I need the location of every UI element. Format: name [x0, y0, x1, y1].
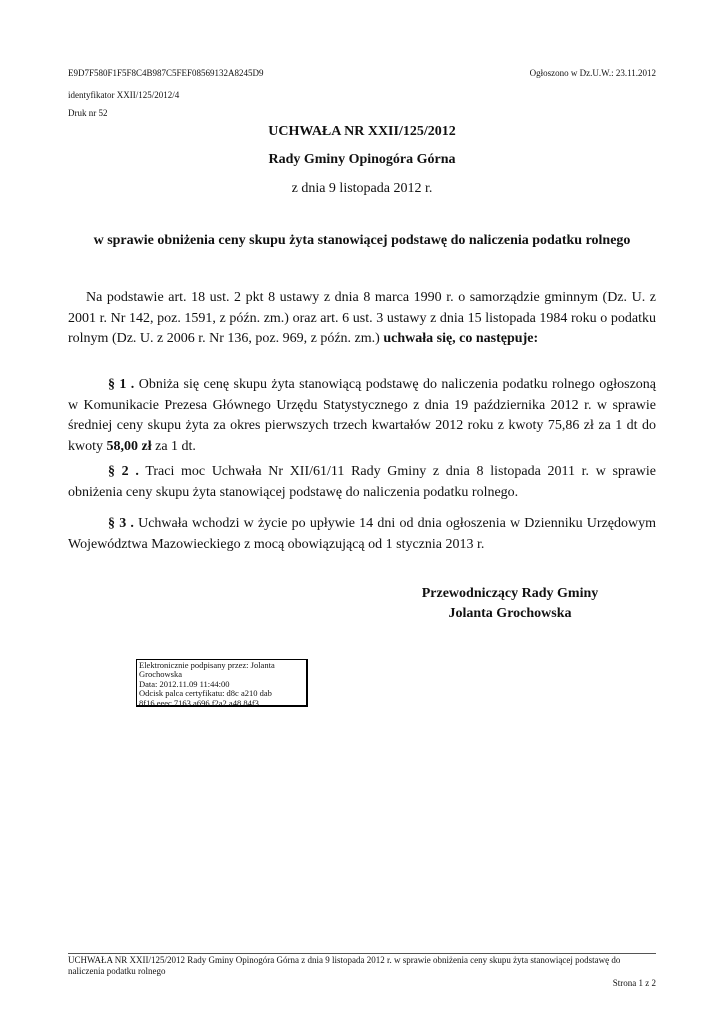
section-2-marker: § 2 .	[108, 464, 139, 479]
print-number: Druk nr 52	[68, 108, 108, 118]
legal-basis-conclusion: uchwała się, co następuje:	[383, 331, 539, 346]
footer-title: UCHWAŁA NR XXII/125/2012 Rady Gminy Opinogóra Górna z dnia 9 listopada 2012 r. w sprawie obniżenia ceny skupu żyta stanowiącej podstawę do naliczenia podatku rolnego	[68, 955, 621, 976]
e-signature-line-3: Data: 2012.11.09 11:44:00	[139, 678, 230, 689]
resolution-title: UCHWAŁA NR XXII/125/2012	[268, 124, 456, 139]
e-signature-line-2: Grochowska	[139, 669, 182, 680]
document-hash: E9D7F580F1F5F8C4B987C5FEF08569132A8245D9	[68, 68, 264, 78]
section-1	[68, 375, 656, 457]
e-signature-line-4: Odcisk palca certyfikatu: d8c a210 dab	[139, 688, 272, 699]
legal-basis-paragraph	[68, 288, 656, 350]
signatory-name: Jolanta Grochowska	[448, 606, 572, 621]
section-1-tail: za 1 dt.	[155, 438, 196, 454]
signatory-role: Przewodniczący Rady Gminy	[421, 586, 599, 601]
page-number: Strona 1 z 2	[612, 978, 656, 988]
section-1-amount: 58,00 zł	[106, 438, 152, 454]
resolution-subject: w sprawie obniżenia ceny skupu żyta stanowiącej podstawę do naliczenia podatku rolnego	[93, 233, 631, 248]
section-3-marker: § 3 .	[108, 516, 134, 531]
section-3-text: Uchwała wchodzi w życie po upływie 14 dni od dnia ogłoszenia w Dzienniku Urzędowym Województwa Mazowieckiego z mocą obowiązującą od 1 stycznia 2013 r.	[68, 516, 657, 552]
section-3	[68, 514, 656, 555]
resolution-date: z dnia 9 listopada 2012 r.	[291, 181, 433, 196]
document-identifier: identyfikator XXII/125/2012/4	[68, 90, 180, 100]
council-name: Rady Gminy Opinogóra Górna	[268, 152, 456, 167]
section-1-text: Obniża się cenę skupu żyta stanowiącą podstawę do naliczenia podatku rolnego ogłoszoną w Komunikacie Prezesa Głównego Urzędu Statystycznego z dnia 19 października 2012 r. w sprawie średniej ceny skupu żyta za okres pierwszych trzech kwartałów 2012 roku z kwoty 75,86 zł za 1 dt do kwoty	[68, 377, 656, 454]
section-1-marker: § 1 .	[108, 377, 135, 392]
section-2-text: Traci moc Uchwała Nr XII/61/11 Rady Gminy z dnia 8 listopada 2011 r. w sprawie obniżenia ceny skupu żyta stanowiącej podstawę do naliczenia podatku rolnego.	[68, 464, 657, 500]
signatory-block	[380, 584, 640, 624]
e-signature-line-5: 8f16 eeec 7163 a696 f2a2 a48 84f3	[139, 697, 259, 708]
publication-note: Ogłoszono w Dz.U.W.: 23.11.2012	[529, 68, 656, 78]
e-signature-line-1: Elektronicznie podpisany przez: Jolanta	[139, 660, 275, 670]
electronic-signature-box[interactable]	[136, 659, 308, 707]
legal-basis-text: Na podstawie art. 18 ust. 2 pkt 8 ustawy z dnia 8 marca 1990 r. o samorządzie gminnym (Dz. U. z 2001 r. Nr 142, poz. 1591, z późn. zm.) oraz art. 6 ust. 3 ustawy z dnia 15 listopada 1984 roku o podatku rolnym (Dz. U. z 2006 r. Nr 136, poz. 969, z późn. zm.)	[68, 290, 656, 346]
footer-divider	[68, 953, 656, 954]
section-2	[68, 462, 656, 503]
